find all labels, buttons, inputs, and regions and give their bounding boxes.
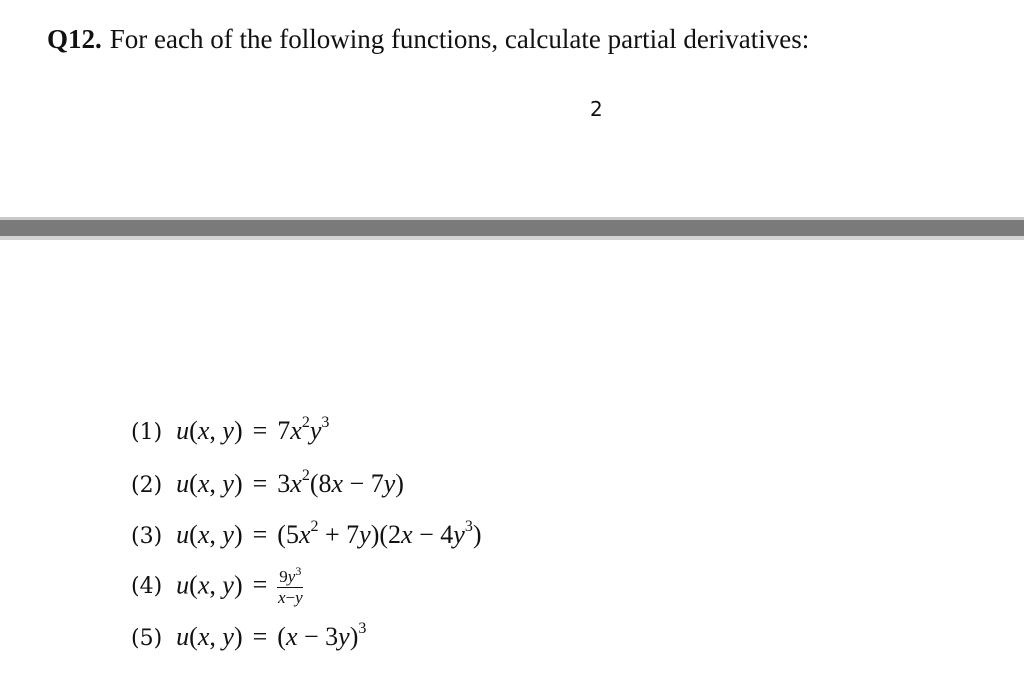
fraction [277, 564, 303, 607]
function-item-2 [131, 467, 404, 503]
function-item-5 [131, 620, 366, 656]
function-lhs: u(x, y) [176, 469, 243, 498]
equals-sign: = [252, 520, 268, 549]
function-item-3 [131, 518, 481, 554]
function-rhs: $7x^2y^3$ [277, 414, 330, 445]
function-rhs [277, 564, 303, 607]
fraction-denominator: x−y [277, 588, 303, 607]
function-lhs: u(x, y) [176, 622, 243, 651]
page-divider [0, 217, 1024, 240]
function-item-4 [131, 564, 303, 607]
function-label: (2) [131, 473, 163, 498]
function-rhs: $(5x^2 + 7y)(2x - 4y^3)$ [277, 518, 482, 549]
equals-sign: = [252, 622, 268, 651]
question-text: For each of the following functions, calculate partial derivatives: [109, 24, 810, 54]
function-label: (4) [131, 574, 163, 600]
function-item-1 [131, 414, 329, 450]
function-label: (3) [131, 524, 163, 549]
function-lhs: u(x, y) [176, 416, 243, 445]
question-number: Q12. [47, 24, 102, 54]
fraction-numerator: $9y^3$ [279, 564, 302, 586]
function-rhs: $3x^2(8x - 7y)$ [277, 467, 404, 498]
equals-sign: = [252, 570, 268, 600]
function-lhs: u(x, y) [176, 520, 243, 549]
function-rhs: $(x - 3y)^3$ [277, 620, 367, 651]
page-number: 2 [590, 97, 603, 121]
function-lhs: u(x, y) [176, 570, 243, 600]
function-label: (1) [131, 420, 163, 445]
equals-sign: = [252, 416, 268, 445]
question-heading [47, 22, 809, 56]
function-label: (5) [131, 626, 163, 651]
equals-sign: = [252, 469, 268, 498]
